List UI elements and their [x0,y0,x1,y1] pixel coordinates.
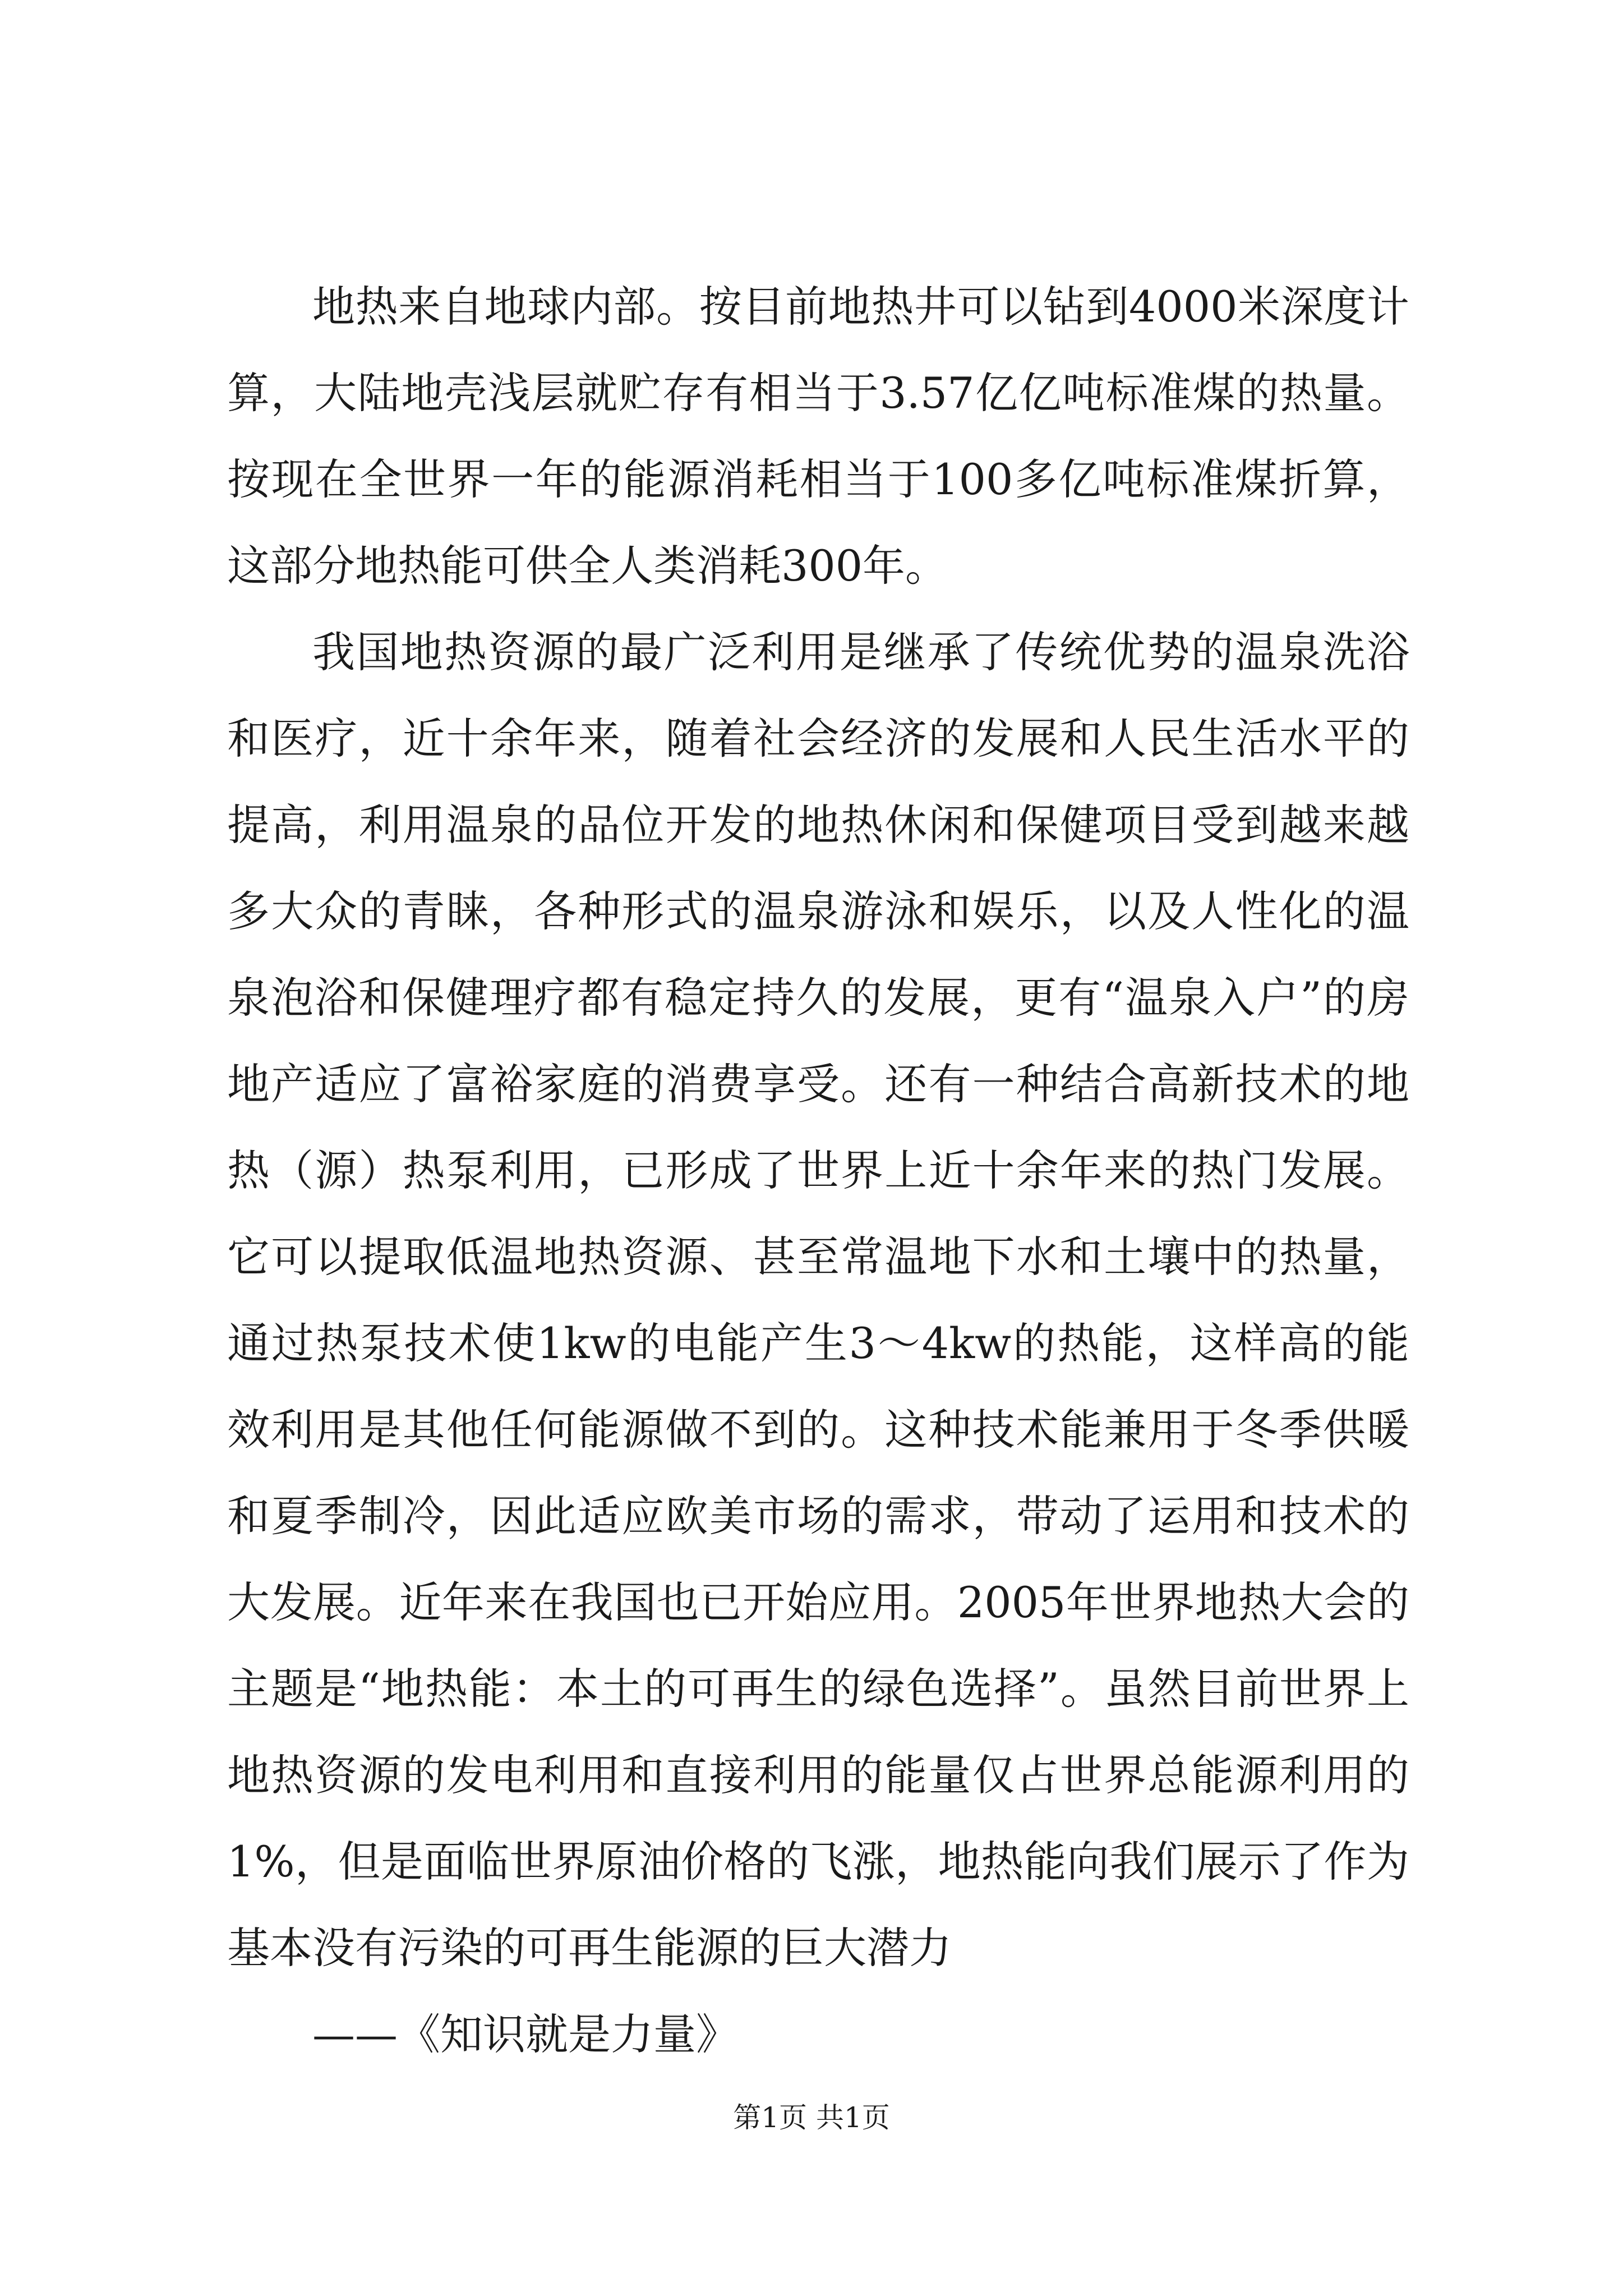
page-footer: 第1页 共1页 [733,2101,890,2134]
paragraph-geothermal-utilization: 我国地热资源的最广泛利用是继承了传统优势的温泉洗浴和医疗，近十余年来，随着社会经济的发展和人民生活水平的提高，利用温泉的品位开发的地热休闲和保健项目受到越来越多大众的青睐，各种形式的温泉游泳和娱乐，以及人性化的温泉泡浴和保健理疗都有稳定持久的发展，更有“温泉入户”的房地产适应了富裕家庭的消费享受。还有一种结合高新技术的地热（源）热泵利用，已形成了世界上近十余年来的热门发展。它可以提取低温地热资源、甚至常温地下水和土壤中的热量，通过热泵技术使1kw的电能产生3～4kw的热能，这样高的能效利用是其他任何能源做不到的。这种技术能兼用于冬季供暖和夏季制冷，因此适应欧美市场的需求，带动了运用和技术的大发展。近年来在我国也已开始应用。2005年世界地热大会的主题是“地热能：本土的可再生的绿色选择”。虽然目前世界上地热资源的发电利用和直接利用的能量仅占世界总能源利用的1%，但是面临世界原油价格的飞涨，地热能向我们展示了作为基本没有污染的可再生能源的巨大潜力 [227,627,1409,1973]
paragraph-geothermal-reserves: 地热来自地球内部。按目前地热井可以钻到4000米深度计算，大陆地壳浅层就贮存有相当于3.57亿亿吨标准煤的热量。按现在全世界一年的能源消耗相当于100多亿吨标准煤折算，这部分地热能可供全人类消耗300年。 [227,282,1409,591]
document-body [227,264,1409,2078]
source-citation: ——《知识就是力量》 [312,2009,739,2059]
